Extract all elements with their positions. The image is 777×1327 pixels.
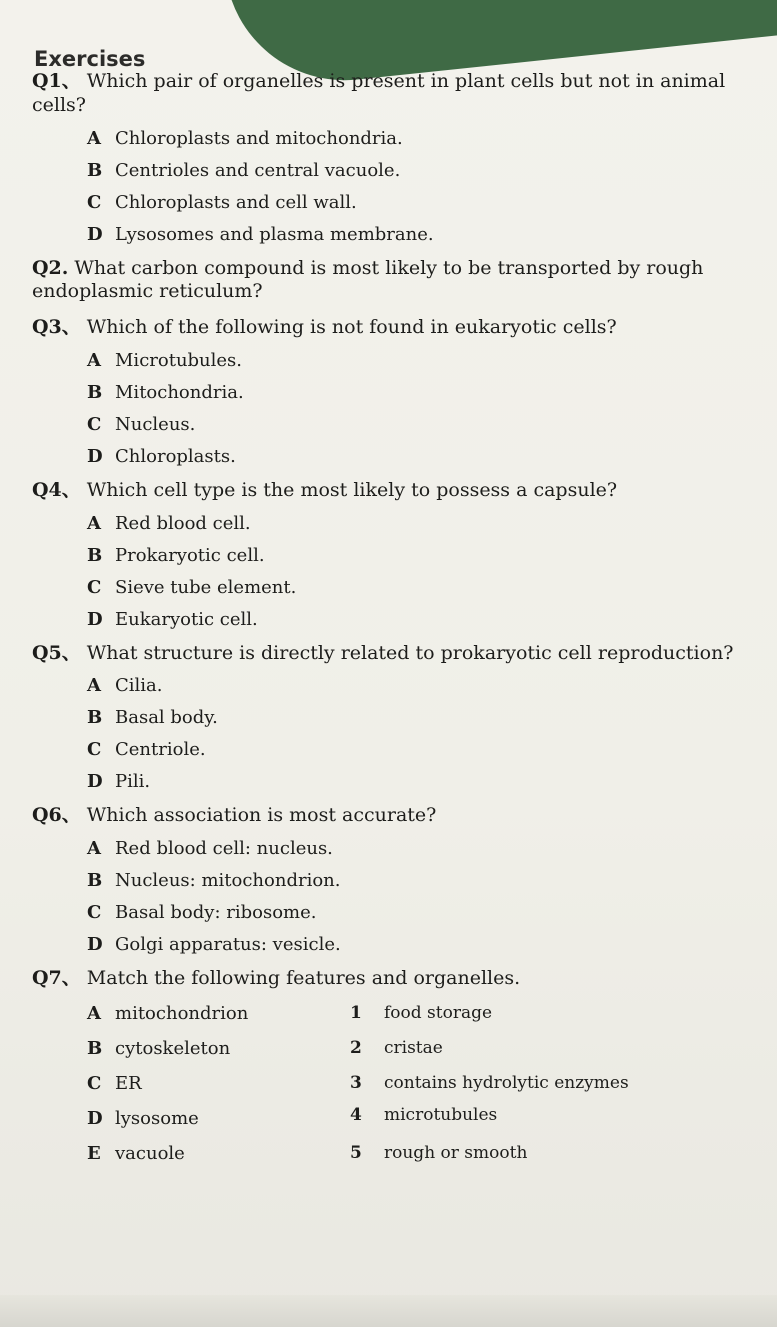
option-text: Centrioles and central vacuole.: [115, 159, 401, 181]
match-right-1: [350, 1003, 492, 1023]
question-number: Q3、: [32, 316, 81, 338]
match-text: microtubules: [384, 1104, 498, 1125]
option-b: [87, 870, 752, 891]
option-letter: A: [87, 127, 101, 149]
match-number: 5: [350, 1142, 362, 1163]
page-bottom-edge: [0, 1295, 777, 1327]
question-3: [32, 316, 752, 467]
question-text: Which cell type is the most likely to possess a capsule?: [86, 478, 618, 501]
question-5: [32, 642, 752, 793]
option-d: [87, 771, 752, 792]
option-letter: B: [87, 381, 103, 403]
questions-container: [32, 70, 752, 1188]
option-text: Pili.: [115, 771, 151, 793]
option-a: [87, 128, 752, 149]
option-c: [87, 902, 752, 923]
option-letter: D: [87, 608, 103, 630]
match-text: cytoskeleton: [115, 1037, 231, 1059]
question-text: Which of the following is not found in eukaryotic cells?: [86, 316, 617, 338]
match-letter: A: [87, 1002, 101, 1024]
match-text: food storage: [384, 1002, 493, 1023]
question-5-stem: [32, 642, 752, 666]
match-left-a: [87, 1003, 248, 1024]
option-text: Chloroplasts and mitochondria.: [115, 127, 403, 149]
option-c: [87, 577, 752, 598]
option-letter: D: [87, 771, 103, 793]
option-letter: C: [87, 739, 102, 761]
option-letter: D: [87, 223, 103, 245]
option-letter: D: [87, 445, 103, 467]
question-number: Q5、: [32, 641, 81, 664]
option-text: Sieve tube element.: [115, 576, 297, 598]
page-title: Exercises: [34, 47, 146, 71]
option-text: Chloroplasts.: [115, 445, 236, 467]
option-letter: B: [87, 159, 103, 181]
match-number: 2: [350, 1037, 362, 1058]
match-text: vacuole: [115, 1142, 185, 1164]
option-text: Basal body: ribosome.: [115, 902, 317, 923]
question-text: What carbon compound is most likely to be transported by rough endoplasmic reticulum?: [32, 256, 704, 303]
option-b: [87, 160, 752, 181]
match-text: cristae: [384, 1037, 443, 1058]
match-number: 1: [350, 1002, 362, 1023]
question-6-stem: [32, 804, 752, 828]
match-text: contains hydrolytic enzymes: [384, 1072, 629, 1093]
match-left-d: [87, 1108, 199, 1129]
match-left-e: [87, 1143, 185, 1164]
option-text: Nucleus: mitochondrion.: [115, 870, 341, 891]
option-text: Chloroplasts and cell wall.: [115, 191, 357, 213]
option-letter: B: [87, 544, 103, 566]
question-number: Q6、: [32, 804, 81, 827]
match-right-5: [350, 1143, 527, 1163]
option-text: Mitochondria.: [115, 381, 244, 403]
question-1-stem: [32, 70, 752, 118]
match-number: 4: [350, 1104, 362, 1125]
option-b: [87, 545, 752, 566]
option-letter: C: [87, 191, 102, 213]
option-letter: B: [87, 707, 103, 729]
match-left-c: [87, 1073, 142, 1094]
option-text: Centriole.: [115, 739, 206, 761]
option-text: Nucleus.: [115, 413, 196, 435]
option-d: [87, 609, 752, 630]
match-text: rough or smooth: [384, 1142, 528, 1163]
option-text: Red blood cell: nucleus.: [115, 838, 333, 859]
option-b: [87, 382, 752, 403]
match-right-2: [350, 1038, 443, 1058]
question-text: Which association is most accurate?: [86, 804, 437, 827]
match-text: ER: [115, 1072, 142, 1094]
match-letter: E: [87, 1142, 101, 1164]
option-letter: C: [87, 576, 102, 598]
question-7: [32, 967, 752, 1176]
option-letter: C: [87, 902, 102, 923]
matching-table: [32, 1001, 752, 1176]
match-left-b: [87, 1038, 230, 1059]
option-text: Red blood cell.: [115, 512, 251, 534]
question-3-stem: [32, 316, 752, 340]
question-number: Q2.: [32, 256, 69, 279]
question-text: Match the following features and organelles.: [86, 967, 521, 989]
match-letter: C: [87, 1072, 102, 1094]
option-letter: A: [87, 675, 101, 697]
option-letter: A: [87, 838, 101, 859]
question-number: Q7、: [32, 967, 81, 989]
match-right-4: [350, 1105, 497, 1125]
match-text: lysosome: [115, 1107, 199, 1129]
option-a: [87, 513, 752, 534]
match-letter: B: [87, 1037, 103, 1059]
question-2: [32, 257, 752, 305]
option-a: [87, 675, 752, 696]
option-letter: B: [87, 870, 103, 891]
option-text: Microtubules.: [115, 349, 243, 371]
match-number: 3: [350, 1072, 362, 1093]
match-text: mitochondrion: [115, 1002, 249, 1024]
option-text: Eukaryotic cell.: [115, 608, 258, 630]
option-text: Prokaryotic cell.: [115, 544, 265, 566]
option-d: [87, 934, 752, 955]
option-a: [87, 838, 752, 859]
option-letter: D: [87, 934, 103, 955]
option-c: [87, 739, 752, 760]
option-a: [87, 350, 752, 371]
option-text: Basal body.: [115, 707, 218, 729]
option-d: [87, 446, 752, 467]
match-letter: D: [87, 1107, 103, 1129]
question-number: Q1、: [32, 70, 81, 92]
question-number: Q4、: [32, 478, 81, 501]
question-1: [32, 70, 752, 245]
option-text: Golgi apparatus: vesicle.: [115, 934, 341, 955]
option-c: [87, 414, 752, 435]
option-letter: A: [87, 512, 101, 534]
question-2-stem: [32, 257, 712, 305]
question-4-stem: [32, 479, 752, 503]
option-text: Cilia.: [115, 675, 163, 697]
question-4: [32, 479, 752, 630]
question-6: [32, 804, 752, 955]
question-text: Which pair of organelles is present in plant cells but not in animal cells?: [32, 70, 726, 116]
option-d: [87, 224, 752, 245]
match-right-3: [350, 1073, 629, 1093]
option-letter: C: [87, 413, 102, 435]
option-letter: A: [87, 349, 101, 371]
question-text: What structure is directly related to prokaryotic cell reproduction?: [86, 641, 734, 664]
option-c: [87, 192, 752, 213]
header: [0, 0, 777, 80]
option-b: [87, 707, 752, 728]
question-7-stem: [32, 967, 752, 991]
option-text: Lysosomes and plasma membrane.: [115, 223, 434, 245]
